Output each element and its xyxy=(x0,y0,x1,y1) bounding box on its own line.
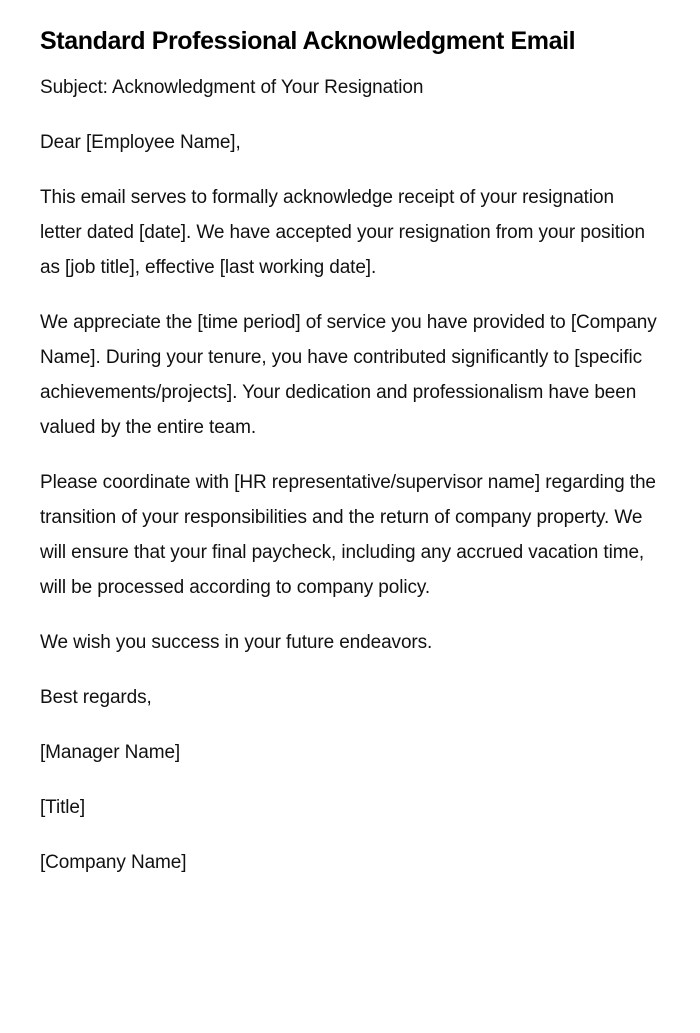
email-greeting: Dear [Employee Name], xyxy=(40,132,241,153)
document-title: Standard Professional Acknowledgment Email xyxy=(40,27,576,55)
body-paragraph-transition: Please coordinate with [HR representative/supervisor name] regarding the transition of your responsibilities and the return of company property. We will ensure that your final paycheck, including any accrued vacation time, will be processed according to company policy. xyxy=(40,472,656,598)
email-closing: Best regards, xyxy=(40,687,152,708)
signature-company: [Company Name] xyxy=(40,852,187,873)
email-subject: Subject: Acknowledgment of Your Resignation xyxy=(40,77,424,98)
body-paragraph-acknowledgment: This email serves to formally acknowledge receipt of your resignation letter dated [date]. We have accepted your resignation from your position as [job title], effective [last working date]. xyxy=(40,187,645,278)
signature-title: [Title] xyxy=(40,797,86,818)
signature-name: [Manager Name] xyxy=(40,742,181,763)
body-paragraph-wishes: We wish you success in your future endeavors. xyxy=(40,632,433,653)
body-paragraph-appreciation: We appreciate the [time period] of service you have provided to [Company Name]. During your tenure, you have contributed significantly to [specific achievements/projects]. Your dedication and professionalism have been valued by the entire team. xyxy=(40,312,657,438)
